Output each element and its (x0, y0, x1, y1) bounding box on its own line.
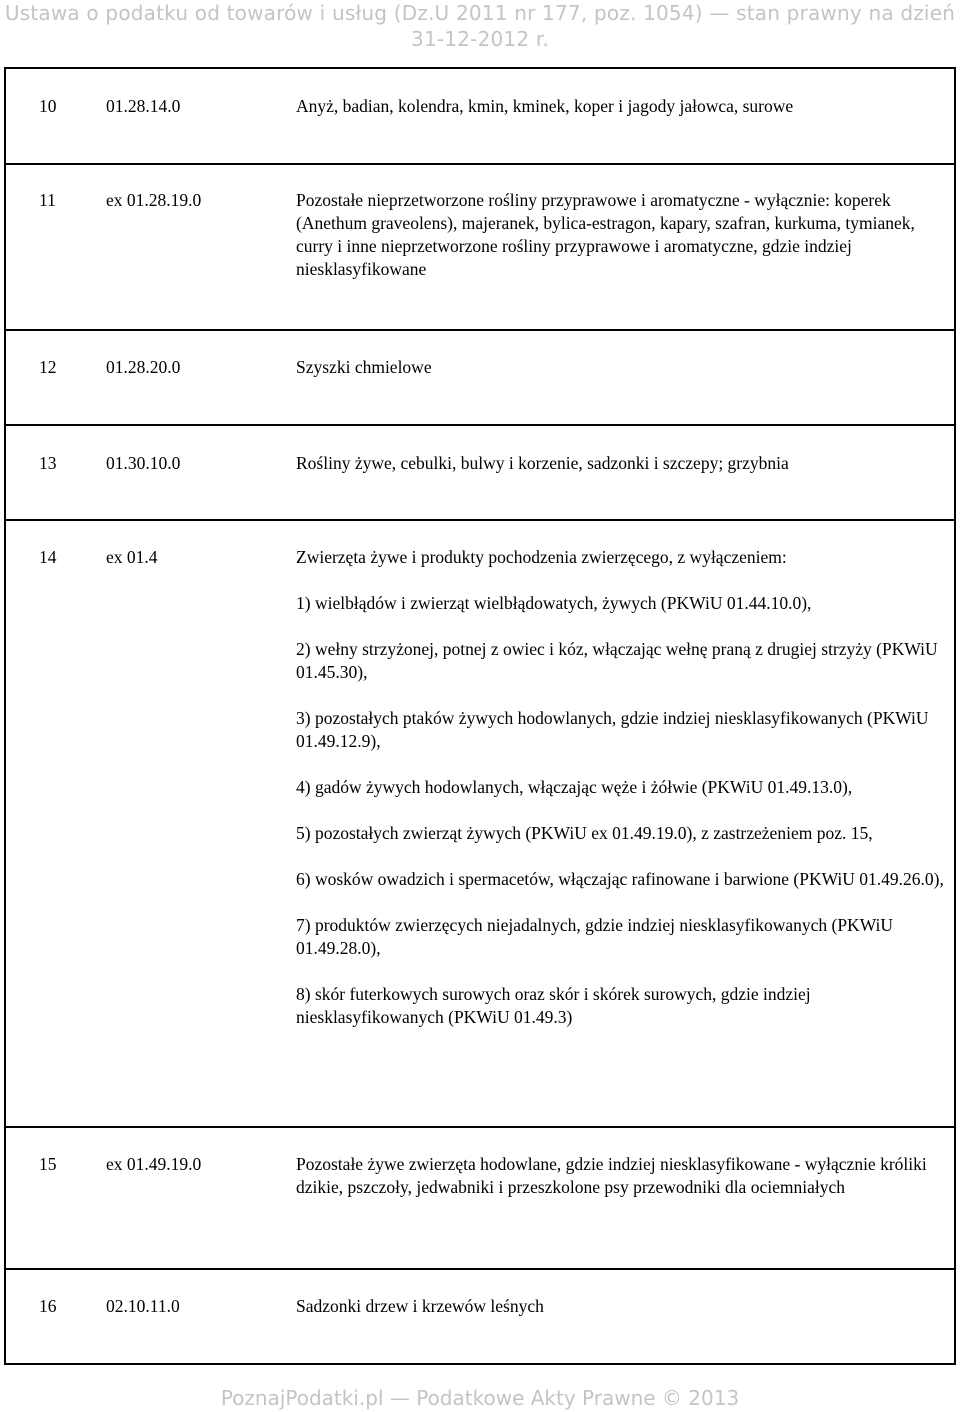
exclusion-item: 3) pozostałych ptaków żywych hodowlanych, gdzie indziej niesklasyfikowanych (PKWiU 01.49.12.9), (296, 708, 929, 751)
pkwiu-code: ex 01.49.19.0 (102, 1127, 296, 1269)
table-row (5, 330, 955, 425)
table-row (5, 164, 955, 330)
goods-description: Anyż, badian, kolendra, kmin, kminek, koper i jagody jałowca, surowe (296, 68, 955, 164)
pkwiu-code: 01.28.14.0 (102, 68, 296, 164)
table-row (5, 425, 955, 520)
pkwiu-code: 02.10.11.0 (102, 1269, 296, 1364)
goods-description: Rośliny żywe, cebulki, bulwy i korzenie, sadzonki i szczepy; grzybnia (296, 425, 955, 520)
goods-description: Pozostałe żywe zwierzęta hodowlane, gdzie indziej niesklasyfikowane - wyłącznie króliki dzikie, pszczoły, jedwabniki i przeszkolone psy przewodniki dla ociemniałych (296, 1127, 955, 1269)
goods-description: Szyszki chmielowe (296, 330, 955, 425)
table-row (5, 1269, 955, 1364)
row-number: 12 (5, 330, 102, 425)
row-number: 14 (5, 520, 102, 1127)
table-row (5, 68, 955, 164)
goods-description: Sadzonki drzew i krzewów leśnych (296, 1269, 955, 1364)
goods-description: Zwierzęta żywe i produkty pochodzenia zwierzęcego, z wyłączeniem: (296, 547, 787, 567)
exclusion-item: 7) produktów zwierzęcych niejadalnych, gdzie indziej niesklasyfikowanych (PKWiU 01.49.28.0), (296, 915, 894, 958)
header-line-1: Ustawa o podatku od towarów i usług (Dz.U 2011 nr 177, poz. 1054) — stan prawny na dzień (4, 1, 956, 25)
table-row (5, 520, 955, 1127)
table-row (5, 1127, 955, 1269)
exclusion-item: 2) wełny strzyżonej, potnej z owiec i kóz, włączając wełnę praną z drugiej strzyży (PKWiU 01.45.30), (296, 639, 938, 682)
row-number: 11 (5, 164, 102, 330)
pkwiu-code: 01.28.20.0 (102, 330, 296, 425)
pkwiu-code: ex 01.4 (102, 520, 296, 1127)
exclusion-item: 6) wosków owadzich i spermacetów, włączając rafinowane i barwione (PKWiU 01.49.26.0), (296, 869, 944, 889)
row-number: 10 (5, 68, 102, 164)
goods-description: Pozostałe nieprzetworzone rośliny przyprawowe i aromatyczne - wyłącznie: koperek (Anethum graveolens), majeranek, bylica-estragon, kapary, szafran, kurkuma, tymianek, curry i inne nieprzetworzone rośliny przyprawowe i aromatyczne, gdzie indziej niesklasyfikowane (296, 164, 955, 330)
header-watermark (0, 0, 960, 52)
exclusion-item: 8) skór futerkowych surowych oraz skór i skórek surowych, gdzie indziej niesklasyfikowanych (PKWiU 01.49.3) (296, 984, 811, 1027)
exclusion-item: 4) gadów żywych hodowlanych, włączając węże i żółwie (PKWiU 01.49.13.0), (296, 777, 853, 797)
row-number: 13 (5, 425, 102, 520)
goods-table (4, 67, 956, 1365)
pkwiu-code: 01.30.10.0 (102, 425, 296, 520)
exclusion-item: 1) wielbłądów i zwierząt wielbłądowatych, żywych (PKWiU 01.44.10.0), (296, 593, 812, 613)
header-line-2: 31-12-2012 r. (411, 27, 549, 51)
footer-watermark: PoznajPodatki.pl — Podatkowe Akty Prawne © 2013 (220, 1386, 740, 1410)
goods-description-cell (296, 520, 955, 1127)
row-number: 15 (5, 1127, 102, 1269)
row-number: 16 (5, 1269, 102, 1364)
exclusion-item: 5) pozostałych zwierząt żywych (PKWiU ex 01.49.19.0), z zastrzeżeniem poz. 15, (296, 823, 873, 843)
pkwiu-code: ex 01.28.19.0 (102, 164, 296, 330)
